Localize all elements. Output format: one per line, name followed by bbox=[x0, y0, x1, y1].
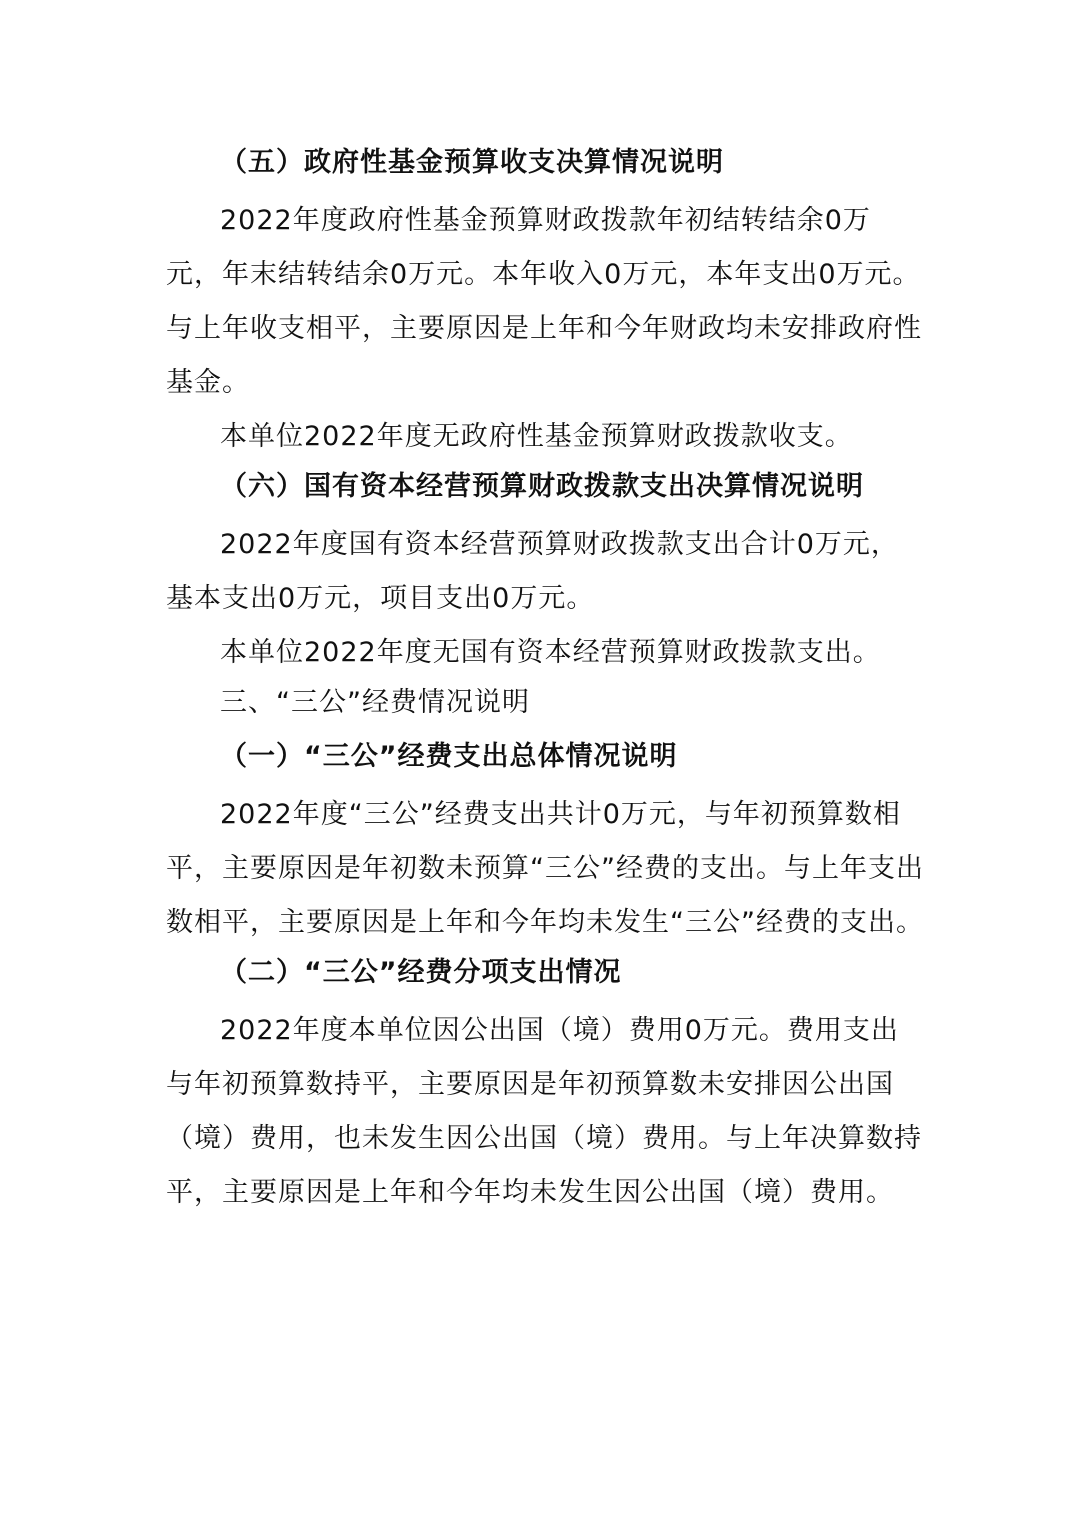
heading-three-public-items: （二）“三公”经费分项支出情况 bbox=[220, 957, 622, 988]
paragraph-state-capital-detail: 2022年度国有资本经营预算财政拨款支出合计0万元，基本支出0万元，项目支出0万元。 bbox=[166, 529, 899, 614]
paragraph-government-fund-none: 本单位2022年度无政府性基金预算财政拨款收支。 bbox=[220, 421, 853, 452]
document-page bbox=[166, 140, 926, 1220]
paragraph-state-capital-none: 本单位2022年度无国有资本经营预算财政拨款支出。 bbox=[220, 637, 881, 668]
paragraph-three-public-overall: 2022年度“三公”经费支出共计0万元，与年初预算数相平，主要原因是年初数未预算“三公”经费的支出。与上年支出数相平，主要原因是上年和今年均未发生“三公”经费的支出。 bbox=[166, 799, 924, 938]
paragraph-government-fund-detail: 2022年度政府性基金预算财政拨款年初结转结余0万元，年末结转结余0万元。本年收入0万元，本年支出0万元。与上年收支相平，主要原因是上年和今年财政均未安排政府性基金。 bbox=[166, 205, 922, 398]
heading-government-fund: （五）政府性基金预算收支决算情况说明 bbox=[220, 147, 724, 178]
heading-three-public-overall: （一）“三公”经费支出总体情况说明 bbox=[220, 741, 678, 772]
heading-state-capital: （六）国有资本经营预算财政拨款支出决算情况说明 bbox=[220, 471, 864, 502]
paragraph-three-public-items: 2022年度本单位因公出国（境）费用0万元。费用支出与年初预算数持平，主要原因是年初预算数未安排因公出国（境）费用，也未发生因公出国（境）费用。与上年决算数持平，主要原因是上年和今年均未发生因公出国（境）费用。 bbox=[166, 1015, 922, 1208]
section-title-three-public: 三、“三公”经费情况说明 bbox=[220, 687, 530, 718]
